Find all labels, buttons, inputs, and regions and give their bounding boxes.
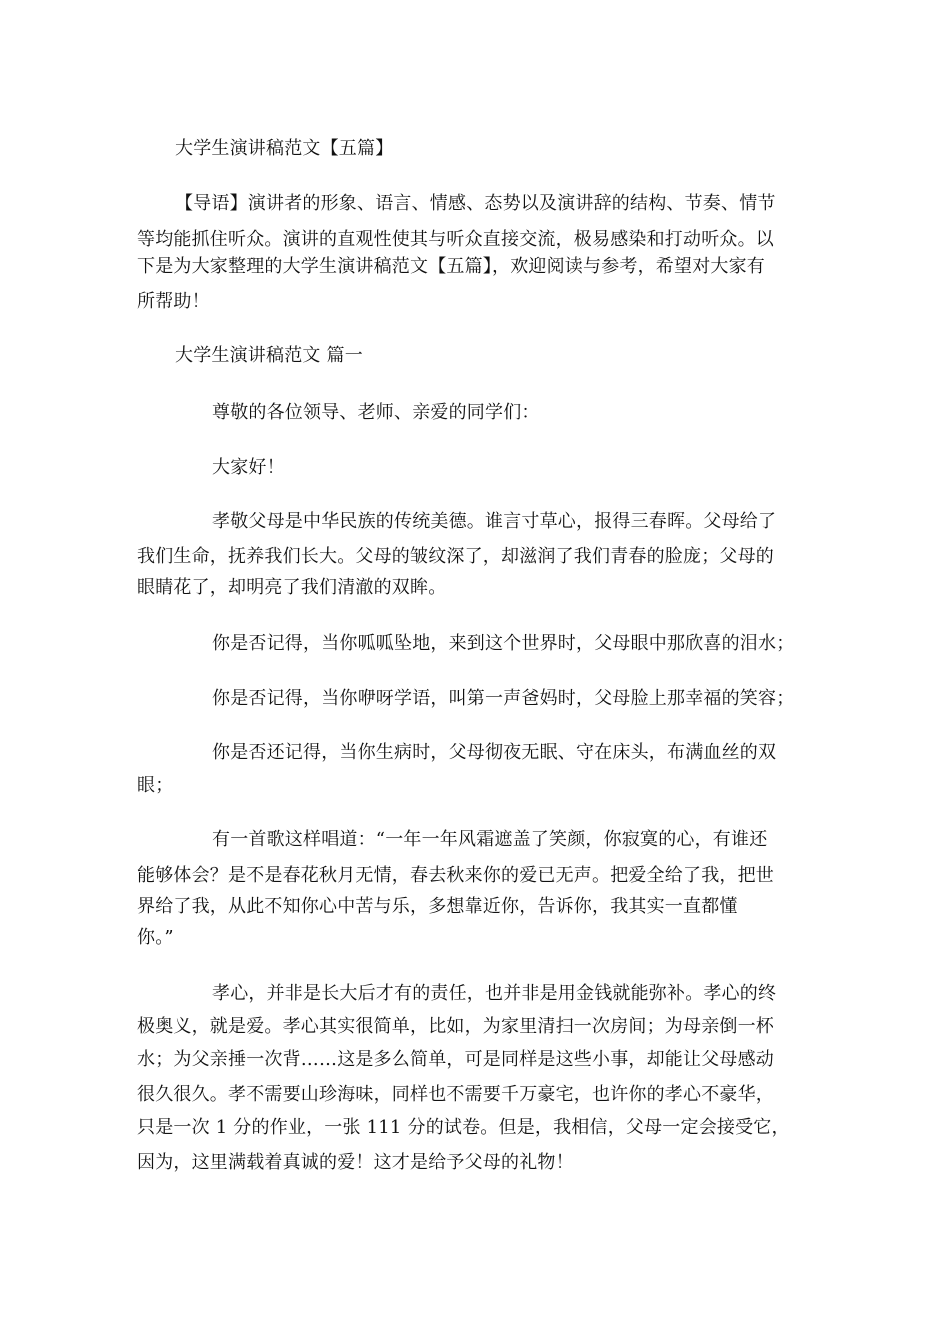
paragraph-line: 我们生命，抚养我们长大。父母的皱纹深了，却滋润了我们青春的脸庞；父母的 (137, 546, 774, 567)
paragraph-line: 因为，这里满载着真诚的爱！这才是给予父母的礼物！ (137, 1152, 574, 1173)
paragraph-line: 水；为父亲捶一次背……这是多么简单，可是同样是这些小事，却能让父母感动 (137, 1049, 774, 1070)
paragraph-line: 眼睛花了，却明亮了我们清澈的双眸。 (137, 577, 447, 598)
salutation: 尊敬的各位领导、老师、亲爱的同学们： (212, 402, 540, 423)
intro-line: 等均能抓住听众。演讲的直观性使其与听众直接交流，极易感染和打动听众。以 (137, 229, 774, 250)
paragraph-line: 极奥义，就是爱。孝心其实很简单，比如，为家里清扫一次房间；为母亲倒一杯 (137, 1016, 774, 1037)
intro-line: 下是为大家整理的大学生演讲稿范文【五篇】，欢迎阅读与参考，希望对大家有 (137, 256, 765, 277)
paragraph-line: 你。” (137, 927, 174, 948)
document-title: 大学生演讲稿范文【五篇】 (175, 138, 394, 159)
intro-line: 所帮助！ (137, 291, 210, 312)
paragraph-line: 很久很久。孝不需要山珍海味，同样也不需要千万豪宅，也许你的孝心不豪华， (137, 1084, 774, 1105)
paragraph-line: 能够体会？是不是春花秋月无情，春去秋来你的爱已无声。把爱全给了我，把世 (137, 865, 774, 886)
section-title: 大学生演讲稿范文 篇一 (175, 345, 363, 366)
paragraph-line: 界给了我，从此不知你心中苦与乐，多想靠近你，告诉你，我其实一直都懂 (137, 896, 738, 917)
paragraph-line: 孝敬父母是中华民族的传统美德。谁言寸草心，报得三春晖。父母给了 (212, 511, 777, 532)
greeting: 大家好！ (212, 457, 285, 478)
paragraph-line: 你是否还记得，当你生病时，父母彻夜无眠、守在床头，布满血丝的双 (212, 742, 777, 763)
intro-line: 【导语】演讲者的形象、语言、情感、态势以及演讲辞的结构、节奏、情节 (175, 193, 776, 214)
paragraph-line: 孝心，并非是长大后才有的责任，也并非是用金钱就能弥补。孝心的终 (212, 983, 777, 1004)
paragraph-line: 你是否记得，当你咿呀学语，叫第一声爸妈时，父母脸上那幸福的笑容； (212, 688, 795, 709)
paragraph-line: 有一首歌这样唱道：“一年一年风霜遮盖了笑颜，你寂寞的心，有谁还 (212, 829, 768, 850)
paragraph-line: 只是一次 1 分的作业，一张 111 分的试卷。但是，我相信，父母一定会接受它， (137, 1117, 790, 1138)
paragraph-line: 你是否记得，当你呱呱坠地，来到这个世界时，父母眼中那欣喜的泪水； (212, 633, 795, 654)
paragraph-line: 眼； (137, 775, 174, 796)
